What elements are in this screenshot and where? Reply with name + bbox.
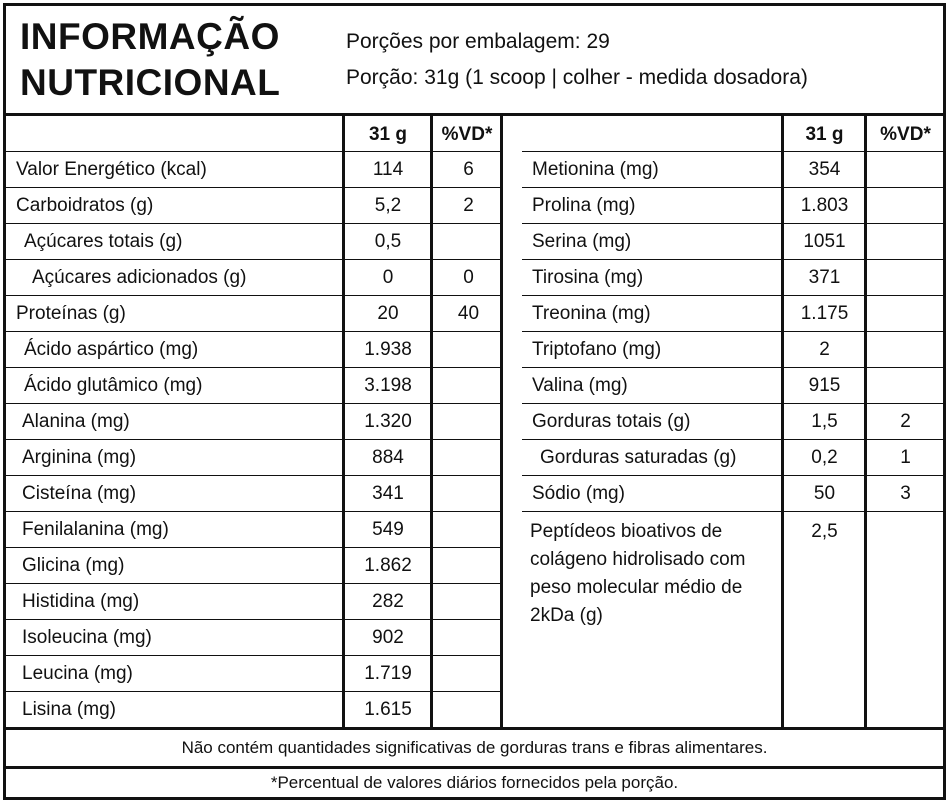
nutrition-facts-panel	[3, 3, 946, 800]
right-row-vd	[868, 333, 943, 367]
left-row-name: Proteínas (g)	[16, 303, 126, 324]
left-row-vd: 40	[457, 303, 480, 324]
left-row-divider	[6, 403, 503, 404]
right-row-name: Valina (mg)	[532, 375, 628, 396]
left-row-amount: 549	[372, 519, 404, 540]
left-row-amount: 884	[372, 447, 404, 468]
right-row-amount: 1,5	[811, 411, 838, 432]
right-row-amount: 0,2	[811, 447, 838, 468]
left-row-amount: 1.320	[364, 411, 412, 432]
left-row-name: Alanina (mg)	[22, 411, 130, 432]
left-row-amount: 1.719	[364, 663, 412, 684]
left-row-name: Açúcares totais (g)	[24, 231, 183, 252]
left-row-amount: 1.862	[364, 555, 412, 576]
left-row-divider	[6, 619, 503, 620]
right-row-amount: 371	[808, 267, 841, 288]
right-row-divider	[522, 223, 943, 224]
left-row-amount: 1.938	[364, 339, 412, 360]
left-row-vd	[434, 333, 503, 367]
left-row-name: Carboidratos (g)	[16, 195, 154, 216]
left-row-vd: 0	[463, 267, 474, 288]
left-row-vd	[434, 441, 503, 475]
left-row-name: Fenilalanina (mg)	[22, 519, 169, 540]
right-row-name: Prolina (mg)	[532, 195, 636, 216]
left-row-vd: 6	[463, 159, 474, 180]
left-row-vd	[434, 369, 503, 403]
peptides-line-2: colágeno hidrolisado com	[530, 549, 746, 570]
header-divider	[6, 113, 943, 116]
left-row-divider	[6, 367, 503, 368]
serving-info	[346, 24, 808, 96]
left-row-amount: 282	[372, 591, 404, 612]
right-row-vd: 2	[900, 411, 911, 432]
left-row-vd	[434, 513, 503, 547]
peptides-amount: 2,5	[811, 521, 838, 542]
left-row-name: Lisina (mg)	[22, 699, 116, 720]
right-row-name: Treonina (mg)	[532, 303, 651, 324]
right-row-amount: 2	[819, 339, 830, 360]
right-amount-header: 31 g	[805, 124, 844, 145]
left-row-vd	[434, 585, 503, 619]
left-row-vd	[434, 621, 503, 655]
left-row-amount: 3.198	[364, 375, 412, 396]
right-row-name: Gorduras totais (g)	[532, 411, 691, 432]
left-row-amount: 0	[382, 267, 394, 288]
left-amount-header: 31 g	[368, 124, 408, 145]
left-row-vd	[434, 657, 503, 691]
servings-per-package: Porções por embalagem: 29	[346, 30, 610, 53]
left-row-vd	[434, 405, 503, 439]
right-row-vd	[868, 189, 943, 223]
right-vd-header: %VD*	[880, 124, 931, 145]
right-row-vd	[868, 297, 943, 331]
title-line-2: NUTRICIONAL	[20, 62, 281, 103]
left-vd-column-border	[430, 116, 433, 730]
right-row-divider	[522, 259, 943, 260]
left-row-divider	[6, 691, 503, 692]
left-row-name: Ácido aspártico (mg)	[24, 339, 199, 360]
right-row-vd	[868, 225, 943, 259]
right-row-name: Metionina (mg)	[532, 159, 659, 180]
left-header-row-line	[6, 151, 503, 152]
left-row-name: Leucina (mg)	[22, 663, 133, 684]
right-amount-column-border	[781, 116, 784, 730]
left-row-name: Ácido glutâmico (mg)	[24, 375, 203, 396]
left-row-vd	[434, 225, 503, 259]
right-row-amount: 1.803	[800, 195, 849, 216]
right-row-divider	[522, 331, 943, 332]
right-row-vd	[868, 153, 943, 187]
peptides-line-3: peso molecular médio de	[530, 577, 743, 598]
note-daily-values: *Percentual de valores diários fornecidos pela porção.	[270, 773, 679, 792]
left-row-amount: 20	[377, 303, 399, 324]
left-row-name: Açúcares adicionados (g)	[32, 267, 247, 288]
left-vd-header: %VD*	[441, 124, 493, 145]
right-row-amount: 915	[808, 375, 841, 396]
left-row-amount: 5,2	[374, 195, 402, 216]
serving-size: Porção: 31g (1 scoop | colher - medida dosadora)	[346, 66, 808, 89]
left-row-vd	[434, 549, 503, 583]
left-row-name: Valor Energético (kcal)	[16, 159, 207, 180]
left-row-divider	[6, 223, 503, 224]
left-row-divider	[6, 187, 503, 188]
right-header-row-line	[522, 151, 943, 152]
right-row-name: Sódio (mg)	[532, 483, 625, 504]
right-row-vd	[868, 369, 943, 403]
left-row-name: Cisteína (mg)	[22, 483, 137, 504]
right-row-amount: 354	[808, 159, 841, 180]
left-row-amount: 1.615	[364, 699, 412, 720]
left-row-name: Histidina (mg)	[22, 591, 140, 612]
right-row-vd	[868, 261, 943, 295]
peptides-line-4: 2kDa (g)	[530, 605, 603, 626]
left-row-divider	[6, 331, 503, 332]
left-row-amount: 0,5	[374, 231, 402, 252]
left-row-divider	[6, 547, 503, 548]
left-row-vd	[434, 693, 503, 727]
right-row-divider	[522, 367, 943, 368]
right-row-divider	[522, 295, 943, 296]
right-row-divider	[522, 187, 943, 188]
left-row-divider	[6, 439, 503, 440]
right-vd-column-border	[864, 116, 867, 730]
right-row-vd: 1	[900, 447, 911, 468]
left-row-divider	[6, 583, 503, 584]
right-row-name: Tirosina (mg)	[532, 267, 644, 288]
left-row-amount: 341	[372, 483, 404, 504]
right-row-name: Triptofano (mg)	[532, 339, 662, 360]
right-row-amount: 1.175	[800, 303, 849, 324]
left-row-amount: 902	[372, 627, 404, 648]
peptides-label	[530, 518, 770, 630]
right-row-divider	[522, 403, 943, 404]
right-row-name: Gorduras saturadas (g)	[540, 447, 737, 468]
left-row-divider	[6, 259, 503, 260]
left-row-divider	[6, 295, 503, 296]
right-row-divider	[522, 511, 943, 512]
left-row-divider	[6, 475, 503, 476]
left-row-name: Glicina (mg)	[22, 555, 125, 576]
right-row-divider	[522, 439, 943, 440]
left-row-vd	[434, 477, 503, 511]
right-row-divider	[522, 475, 943, 476]
right-row-amount: 50	[813, 483, 836, 504]
title-line-1: INFORMAÇÃO	[20, 16, 280, 57]
panel-title	[20, 14, 280, 106]
right-row-vd: 3	[900, 483, 911, 504]
peptides-line-1: Peptídeos bioativos de	[530, 521, 723, 542]
left-row-amount: 114	[372, 159, 404, 180]
left-row-name: Arginina (mg)	[22, 447, 137, 468]
note-trans-fats: Não contém quantidades significativas de gorduras trans e fibras alimentares.	[181, 738, 768, 757]
left-row-vd: 2	[463, 195, 474, 216]
right-row-amount: 1051	[803, 231, 846, 252]
left-row-name: Isoleucina (mg)	[22, 627, 152, 648]
right-row-name: Serina (mg)	[532, 231, 632, 252]
left-row-divider	[6, 511, 503, 512]
left-row-divider	[6, 655, 503, 656]
